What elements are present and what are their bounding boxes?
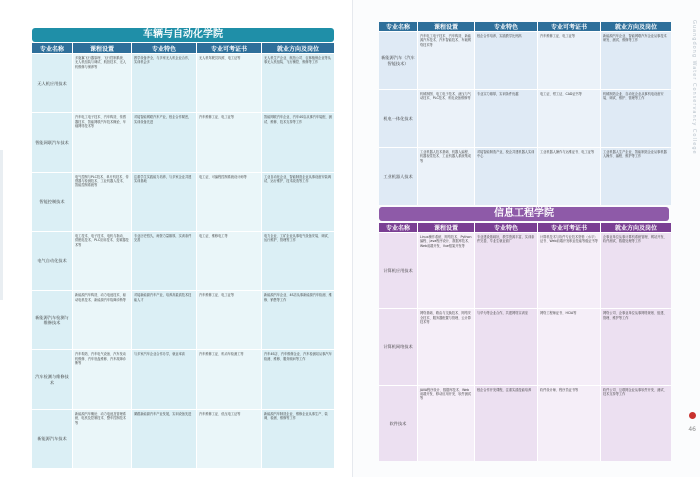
table-cell-cert: 汽车维修工证、电工证等 (538, 32, 600, 89)
section-title-vehicle-automation: 车辆与自动化学院 (32, 28, 334, 42)
college-logo-icon (689, 412, 696, 419)
table-cell-feature: 专业实力雄厚，实训条件优越 (475, 90, 537, 147)
table-cell-feature: 紧跟新能源汽车产业发展，实训设备先进 (132, 410, 196, 468)
column-header: 就业方向及岗位 (601, 22, 671, 31)
major-name-cell: 智能控制技术 (32, 173, 72, 231)
major-name-cell: 智能网联汽车技术 (32, 113, 72, 171)
table-cell-courses: JAVA程序设计、数据库技术、Web前端开发、移动应用开发、软件测试等 (418, 386, 474, 461)
major-name-cell: 无人机应用技术 (32, 54, 72, 112)
table-cell-job: 新能源汽车制造企业、维修企业从事生产、装调、检测、维修等工作 (262, 410, 334, 468)
table-cell-job: 机械制造企业、自动化企业从事机电设备安装、调试、维护、管理等工作 (601, 90, 671, 147)
table-cell-feature: 注重学生实践能力培养，与多家企业共建实训基地 (132, 173, 196, 231)
table-cell-job: 工业机器人生产企业、智能制造企业从事机器人操作、编程、维护等工作 (601, 148, 671, 205)
table-cell-cert: 汽车维修工证、电工证等 (197, 113, 261, 171)
major-name-cell: 计算机应用技术 (379, 233, 417, 308)
page-number: 46 (688, 426, 696, 433)
table-cell-job: 新能源汽车企业、4S店从事新能源汽车检测、维修、销售等工作 (262, 291, 334, 349)
right-table-top (379, 22, 669, 205)
table-cell-feature: 对接智能网联汽车产业，校企合作紧密，实训设备先进 (132, 113, 196, 171)
major-name-cell: 新能源汽车技术 (32, 410, 72, 468)
column-header: 专业特色 (132, 43, 196, 53)
table-cell-courses: 电工技术、电子技术、电机与拖动、供配电技术、PLC应用技术、变频器技术等 (73, 232, 131, 290)
table-cell-feature: 与华为等企业合作，共建网络实训室 (475, 309, 537, 384)
column-header: 专业名称 (32, 43, 72, 53)
column-header: 专业可考证书 (538, 223, 600, 232)
table-cell-courses: Linux操作系统、网络技术、Python编程、Java程序设计、数据库技术、Web前端开发、Vue框架开发等 (418, 233, 474, 308)
table-cell-courses: 网络基础、路由与交换技术、网络安全技术、服务器配置与管理、云计算技术等 (418, 309, 474, 384)
major-name-cell: 计算机网络技术 (379, 309, 417, 384)
table-cell-cert: 电工证、可编程控制系统设计师等 (197, 173, 261, 231)
table-cell-cert: 网络工程师证书、HCIA等 (538, 309, 600, 384)
table-cell-cert: 工业机器人操作与运维证书、电工证等 (538, 148, 600, 205)
right-table-bottom (379, 223, 669, 461)
table-cell-courses: 机械制图、电工电子技术、液压与气动技术、PLC技术、机电设备维修等 (418, 90, 474, 147)
major-name-cell: 工业机器人技术 (379, 148, 417, 205)
column-header: 专业特色 (475, 223, 537, 232)
major-name-cell: 机电一体化技术 (379, 90, 417, 147)
table-cell-feature: 教学设备齐全，与多家无人机企业合作，实训机会多 (132, 54, 196, 112)
table-cell-courses: 汽车电工电子技术、汽车构造、新能源汽车技术、汽车智能技术、车载网络技术等 (418, 32, 474, 89)
table-cell-cert: 无人机驾驶员执照、电工证等 (197, 54, 261, 112)
major-name-cell: 电气自动化技术 (32, 232, 72, 290)
table-cell-feature: 与多家汽车企业合作办学，就业率高 (132, 350, 196, 408)
table-cell-job: 网络公司、企事业单位从事网络规划、组建、管理、维护等工作 (601, 309, 671, 384)
major-name-cell: 汽车检测与维修技术 (32, 350, 72, 408)
table-cell-cert: 汽车维修工证、低压电工证等 (197, 410, 261, 468)
table-cell-feature: 校企合作开发课程，注重实践技能培养 (475, 386, 537, 461)
table-cell-job: 工业自动化企业、智能制造企业从事设备安装调试、运行维护、技术改造等工作 (262, 173, 334, 231)
table-cell-cert: 汽车维修工证、机动车检测工等 (197, 350, 261, 408)
table-cell-job: 企事业单位从事计算机系统管理、网站开发、软件测试、数据处理等工作 (601, 233, 671, 308)
column-header: 专业可考证书 (538, 22, 600, 31)
table-cell-job: 无人机生产企业、航拍公司、农林植保企业等从事无人机组装、飞行操控、维修等工作 (262, 54, 334, 112)
table-cell-feature: 专业建设基础好，教学资源丰富，实训条件完善，毕业生就业面广 (475, 233, 537, 308)
section-title-info-engineering: 信息工程学院 (379, 207, 669, 221)
major-name-cell: 软件技术 (379, 386, 417, 461)
table-cell-cert: 电工证、维修电工等 (197, 232, 261, 290)
table-cell-courses: 汽车电工电子技术、汽车构造、传感器技术、智能网联汽车技术概论、车载网络技术等 (73, 113, 131, 171)
major-name-cell: 新能源汽车检测与维修技术 (32, 291, 72, 349)
column-header: 专业名称 (379, 22, 417, 31)
table-cell-job: 电力企业、工矿企业从事电气设备安装、调试、运行维护、管理等工作 (262, 232, 334, 290)
column-header: 就业方向及岗位 (262, 43, 334, 53)
table-cell-courses: 电气控制与PLC技术、单片机技术、传感器与检测技术、工业机器人技术、智能控制系统等 (73, 173, 131, 231)
left-edge-tab (0, 150, 3, 300)
table-cell-feature: 对接智能制造产业，校企共建机器人实训中心 (475, 148, 537, 205)
column-header: 就业方向及岗位 (601, 223, 671, 232)
right-page (352, 0, 700, 477)
table-cell-job: 新能源汽车企业、智能网联汽车企业从事技术研发、测试、维修等工作 (601, 32, 671, 89)
table-cell-cert: 电工证、钳工证、CAD证书等 (538, 90, 600, 147)
table-cell-courses: 新能源汽车构造、动力电池技术、驱动电机技术、新能源汽车故障诊断等 (73, 291, 131, 349)
left-table (32, 43, 334, 468)
side-watermark-text: Guangdong Water Conservancy College (691, 20, 697, 155)
column-header: 课程设置 (73, 43, 131, 53)
table-cell-feature: 对接新能源汽车产业，培养高素质技术技能人才 (132, 291, 196, 349)
table-cell-job: 智能网联汽车企业、汽车4S店从事汽车装配、测试、维修、技术支持等工作 (262, 113, 334, 171)
table-cell-courses: 汽车构造、汽车电气设备、汽车发动机维修、汽车底盘维修、汽车故障诊断等 (73, 350, 131, 408)
column-header: 专业名称 (379, 223, 417, 232)
table-cell-courses: 工业机器人技术基础、机器人编程、机器视觉技术、工业机器人系统集成等 (418, 148, 474, 205)
column-header: 专业可考证书 (197, 43, 261, 53)
table-cell-job: 汽车4S店、汽车维修企业、汽车检测站从事汽车检测、维修、服务顾问等工作 (262, 350, 334, 408)
table-cell-job: 软件公司、互联网企业从事软件开发、测试、技术支持等工作 (601, 386, 671, 461)
column-header: 课程设置 (418, 22, 474, 31)
column-header: 专业特色 (475, 22, 537, 31)
table-cell-cert: 计算机技术与软件专业技术资格（水平）证书、Web前端开发职业技能等级证书等 (538, 233, 600, 308)
major-name-cell: 新能源汽车（汽车智能技术） (379, 32, 417, 89)
table-cell-cert: 汽车维修工证、电工证等 (197, 291, 261, 349)
table-cell-feature: 校企合作培养，实践教学比例高 (475, 32, 537, 89)
table-cell-cert: 软件设计师、程序员证书等 (538, 386, 600, 461)
table-cell-feature: 专业历史悠久，师资力量雄厚，实训条件完善 (132, 232, 196, 290)
table-cell-courses: 新能源汽车概论、动力电池及管理系统、电机及控制技术、整车控制技术等 (73, 410, 131, 468)
table-cell-courses: 多旋翼飞行器原理、飞行控制系统、无人机组装与调试、航拍技术、无人机维修与保养等 (73, 54, 131, 112)
column-header: 课程设置 (418, 223, 474, 232)
